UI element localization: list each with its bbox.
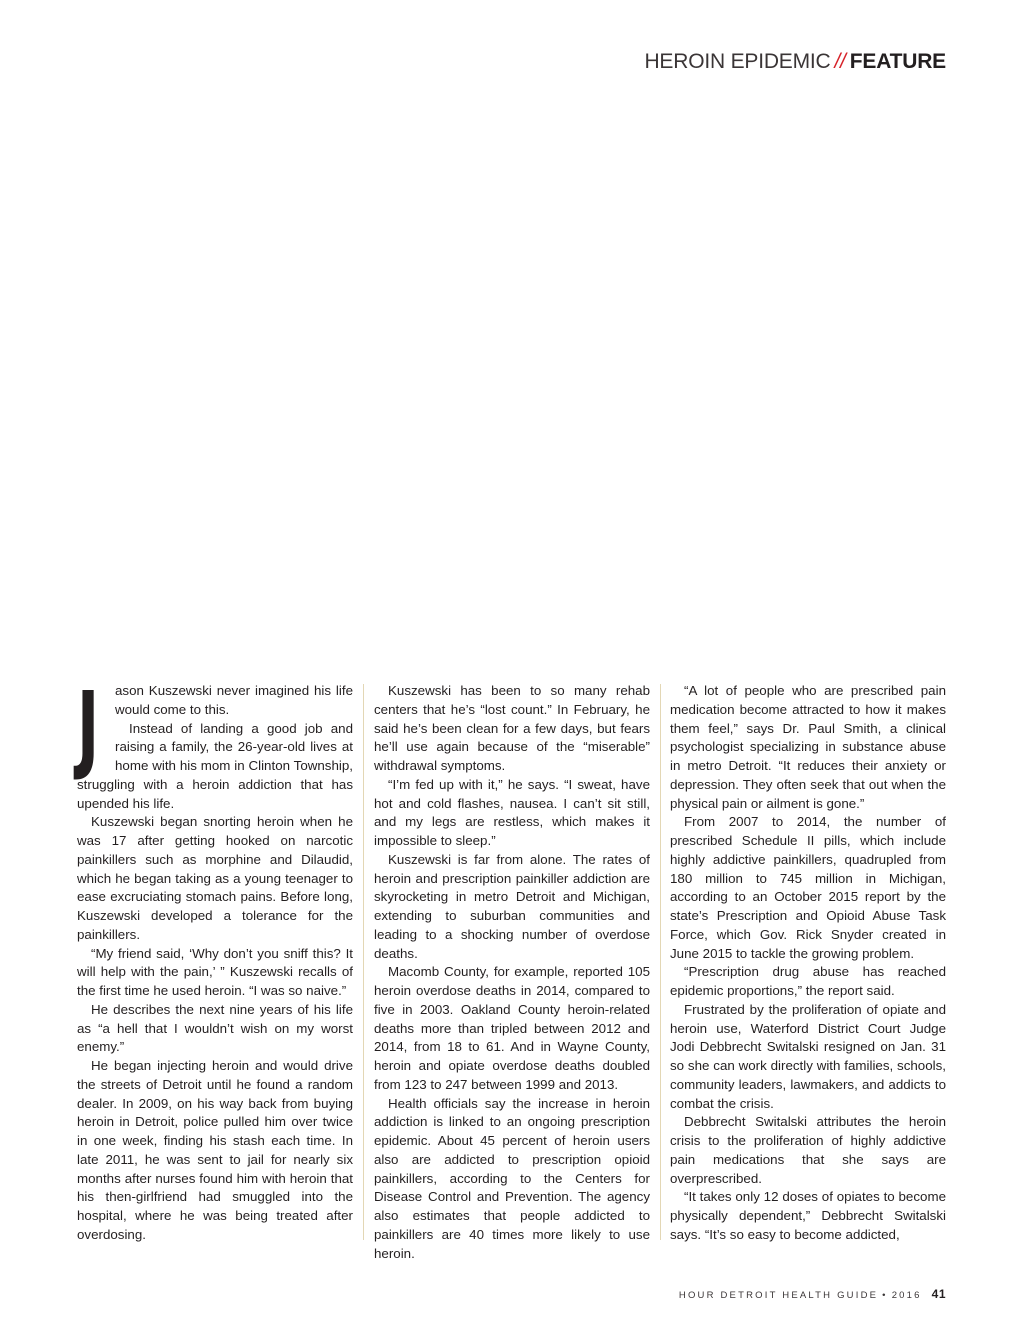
footer-bullet: •: [882, 1290, 888, 1301]
paragraph: “I’m fed up with it,” he says. “I sweat, have hot and cold flashes, nausea. I can’t sit still, and my legs are restless, which makes it impossible to sleep.”: [374, 776, 650, 848]
article-column-1: [77, 671, 353, 1245]
paragraph: Debbrecht Switalski attributes the heroin crisis to the proliferation of highly addictive pain medications that she says are overprescribed.: [670, 1114, 946, 1186]
column-divider: [660, 684, 661, 1240]
paragraph: Kuszewski began snorting heroin when he was 17 after getting hooked on narcotic painkillers such as morphine and Dilaudid, which he began taking as a young teenager to ease excruciating stomach pains. Before long, Kuszewski developed a tolerance for the painkillers.: [77, 814, 353, 942]
header-separator: //: [834, 50, 846, 73]
paragraph: Instead of landing a good job and raising a family, the 26-year-old lives at home with his mom in Clinton Township, struggling with a heroin addiction that has upended his life.: [77, 720, 353, 811]
paragraph: “Prescription drug abuse has reached epidemic proportions,” the report said.: [670, 964, 946, 998]
paragraph: Frustrated by the proliferation of opiate and heroin use, Waterford District Court Judge Jodi Debbrecht Switalski resigned on Jan. 31 so she can work directly with families, schools, community leaders, lawmakers, and addicts to combat the crisis.: [670, 1001, 946, 1111]
article-column-2: [374, 682, 650, 1263]
paragraph: Kuszewski is far from alone. The rates of heroin and prescription painkiller addiction are skyrocketing in metro Detroit and Michigan, extending to suburban communities and leading to a shocking number of overdose deaths.: [374, 851, 650, 961]
paragraph: Kuszewski has been to so many rehab centers that he’s “lost count.” In February, he said he’s been clean for a few days, but fears he’ll use again because of the “miserable” withdrawal symptoms.: [374, 683, 650, 773]
article-column-3: [670, 682, 946, 1245]
paragraph: “My friend said, ‘Why don’t you sniff this? It will help with the pain,’ ” Kuszewski recalls of the first time he used heroin. “I was so naive.”: [77, 945, 353, 998]
paragraph: “A lot of people who are prescribed pain medication become attracted to how it makes them feel,” says Dr. Paul Smith, a clinical psychologist specializing in substance abuse in metro Detroit. “It reduces their anxiety or depression. They often seek that out when the physical pain or ailment is gone.”: [670, 683, 946, 811]
paragraph: He describes the next nine years of his life as “a hell that I wouldn’t wish on my worst enemy.”: [77, 1001, 353, 1055]
running-header: [644, 50, 946, 74]
footer-publication: HOUR DETROIT HEALTH GUIDE: [678, 1290, 879, 1301]
paragraph: Macomb County, for example, reported 105 heroin overdose deaths in 2014, compared to five in 2003. Oakland County heroin-related deaths more than tripled between 2012 and 2014, from 18 to 61. And in Wayne County, heroin and opiate overdose deaths doubled from 123 to 247 between 1999 and 2013.: [374, 964, 650, 1092]
paragraph: Health officials say the increase in heroin addiction is linked to an ongoing prescription epidemic. About 45 percent of heroin users also are addicted to prescription opioid painkillers, according to the Centers for Disease Control and Prevention. The agency also estimates that people addicted to painkillers are 40 times more likely to use heroin.: [374, 1095, 650, 1261]
page-number: 41: [931, 1287, 946, 1301]
paragraph: He began injecting heroin and would drive the streets of Detroit until he found a random dealer. In 2009, on his way back from buying heroin in Detroit, police pulled him over twice in one week, finding his stash each time. In late 2011, he was sent to jail for nearly six months after nurses found him with heroin that his then-girlfriend had smuggled into the hospital, where he was being treated after overdosing.: [77, 1058, 353, 1242]
header-section-title: HEROIN EPIDEMIC: [644, 50, 831, 73]
drop-cap: J: [77, 671, 100, 783]
paragraph: ason Kuszewski never imagined his life would come to this.: [115, 683, 353, 717]
paragraph: From 2007 to 2014, the number of prescribed Schedule II pills, which include highly addictive painkillers, quadrupled from 180 million to 745 million in Michigan, according to an October 2015 report by the state’s Prescription and Opioid Abuse Task Force, which Gov. Rick Snyder created in June 2015 to tackle the growing problem.: [670, 814, 946, 961]
paragraph: “It takes only 12 doses of opiates to become physically dependent,” Debbrecht Switalski says. “It’s so easy to become addicted,: [670, 1189, 946, 1242]
footer-year: 2016: [891, 1290, 922, 1301]
header-article-type: FEATURE: [849, 50, 946, 73]
page-footer: [679, 1287, 946, 1301]
column-divider: [363, 684, 364, 1240]
